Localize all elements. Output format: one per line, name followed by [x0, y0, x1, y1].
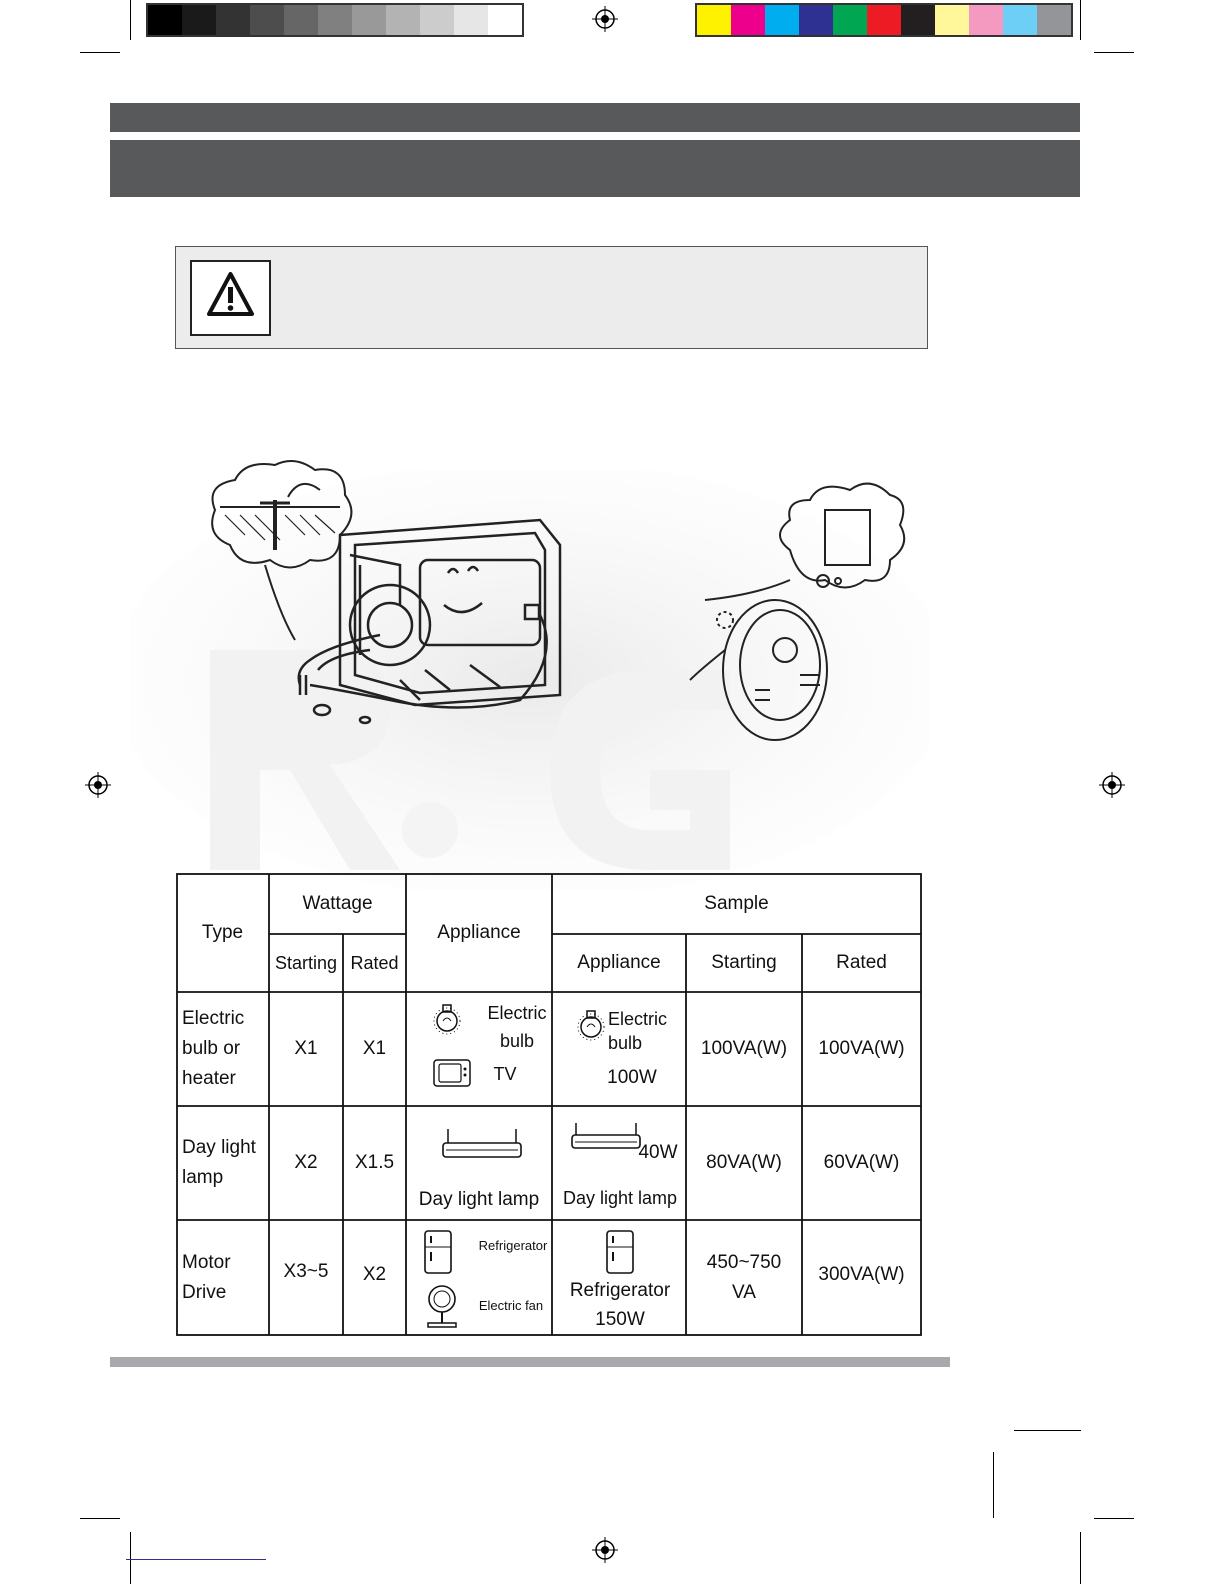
- row-type: Day light lamp: [182, 1137, 256, 1188]
- color-swatch: [799, 5, 833, 35]
- crop-mark: [1094, 1518, 1134, 1519]
- color-swatch: [250, 5, 284, 35]
- color-swatch: [216, 5, 250, 35]
- crop-mark: [130, 0, 131, 40]
- footer-bar: [110, 1357, 950, 1367]
- header-wattage: Wattage: [302, 892, 373, 914]
- registration-mark-icon: [85, 772, 111, 798]
- row-rated: X2: [362, 1264, 387, 1285]
- color-swatch: [969, 5, 1003, 35]
- row-appliance-1: Day light lamp: [418, 1189, 540, 1210]
- color-swatch: [454, 5, 488, 35]
- row-appliance-1: Electric bulb: [487, 1003, 547, 1051]
- header-band: [110, 103, 1080, 132]
- color-swatch: [867, 5, 901, 35]
- color-swatch: [488, 5, 522, 35]
- row-sample-starting: 80VA(W): [706, 1152, 782, 1173]
- row-sample-appliance: Refrigerator: [569, 1280, 671, 1301]
- color-swatch: [318, 5, 352, 35]
- color-swatch: [935, 5, 969, 35]
- row-sample-starting: 450~750 VA: [706, 1252, 782, 1303]
- refrigerator-icon: [422, 1229, 454, 1275]
- color-swatch: [420, 5, 454, 35]
- color-swatch: [697, 5, 731, 35]
- color-swatch: [352, 5, 386, 35]
- row-sample-rated: 60VA(W): [823, 1152, 900, 1173]
- crop-mark: [126, 1559, 266, 1560]
- row-sample-appliance: Day light lamp: [562, 1188, 678, 1208]
- registration-mark-icon: [1099, 772, 1125, 798]
- registration-mark-icon: [592, 6, 618, 32]
- row-type: Electric bulb or heater: [182, 1008, 245, 1089]
- header-appliance: Appliance: [437, 921, 521, 943]
- row-rated: X1.5: [354, 1152, 395, 1173]
- color-swatch: [833, 5, 867, 35]
- row-appliance-2: Electric fan: [478, 1298, 544, 1313]
- row-rated: X1: [362, 1038, 387, 1059]
- light-bulb-icon: [432, 1001, 462, 1037]
- crop-mark: [130, 1532, 131, 1584]
- refrigerator-icon: [604, 1229, 636, 1275]
- ground-rod-callout: [212, 461, 351, 640]
- header-wattage-rated: Rated: [350, 953, 399, 973]
- header-sample-rated: Rated: [836, 952, 887, 973]
- registration-mark-icon: [592, 1537, 618, 1563]
- wattage-table: [176, 873, 922, 1336]
- header-wattage-starting: Starting: [274, 953, 338, 973]
- color-swatch: [765, 5, 799, 35]
- header-sample: Sample: [704, 892, 769, 914]
- row-appliance-2: TV: [493, 1064, 517, 1084]
- grayscale-swatch-bar: [146, 3, 524, 37]
- color-swatch: [148, 5, 182, 35]
- color-swatch: [1003, 5, 1037, 35]
- row-appliance-1: Refrigerator: [478, 1238, 548, 1253]
- row-sample-rated: 100VA(W): [818, 1038, 905, 1059]
- color-swatch: [1037, 5, 1071, 35]
- output-panel-callout: [690, 484, 904, 740]
- row-sample-rated: 300VA(W): [818, 1264, 905, 1285]
- row-type: Motor Drive: [182, 1252, 231, 1303]
- header-sample-starting: Starting: [711, 952, 777, 973]
- warning-triangle-icon: [190, 260, 271, 336]
- page-number-rule: [993, 1452, 994, 1518]
- color-swatch: [386, 5, 420, 35]
- title-band: [110, 140, 1080, 197]
- warning-box: [175, 246, 928, 349]
- page-number-rule: [1014, 1430, 1081, 1431]
- crop-mark: [80, 52, 120, 53]
- color-swatch: [901, 5, 935, 35]
- color-swatch: [731, 5, 765, 35]
- row-starting: X1: [294, 1038, 318, 1059]
- tv-icon: [432, 1057, 472, 1089]
- fluorescent-lamp-icon: [440, 1127, 524, 1165]
- row-sample-starting: 100VA(W): [700, 1038, 788, 1059]
- row-starting: X3~5: [283, 1261, 329, 1282]
- color-swatch-bar: [695, 3, 1073, 37]
- header-type: Type: [201, 921, 244, 943]
- row-sample-power: 150W: [595, 1309, 645, 1330]
- row-sample-power: 100W: [607, 1067, 657, 1088]
- color-swatch: [284, 5, 318, 35]
- light-bulb-icon: [576, 1007, 606, 1043]
- generator-grounding-illustration: [200, 455, 920, 755]
- row-sample-power: 40W: [638, 1142, 678, 1163]
- crop-mark: [1080, 1532, 1081, 1584]
- crop-mark: [80, 1518, 120, 1519]
- row-sample-appliance: Electric bulb: [608, 1009, 668, 1053]
- crop-mark: [1080, 0, 1081, 40]
- crop-mark: [1094, 52, 1134, 53]
- color-swatch: [182, 5, 216, 35]
- row-starting: X2: [294, 1152, 318, 1173]
- header-sample-appliance: Appliance: [577, 952, 661, 973]
- electric-fan-icon: [424, 1283, 460, 1329]
